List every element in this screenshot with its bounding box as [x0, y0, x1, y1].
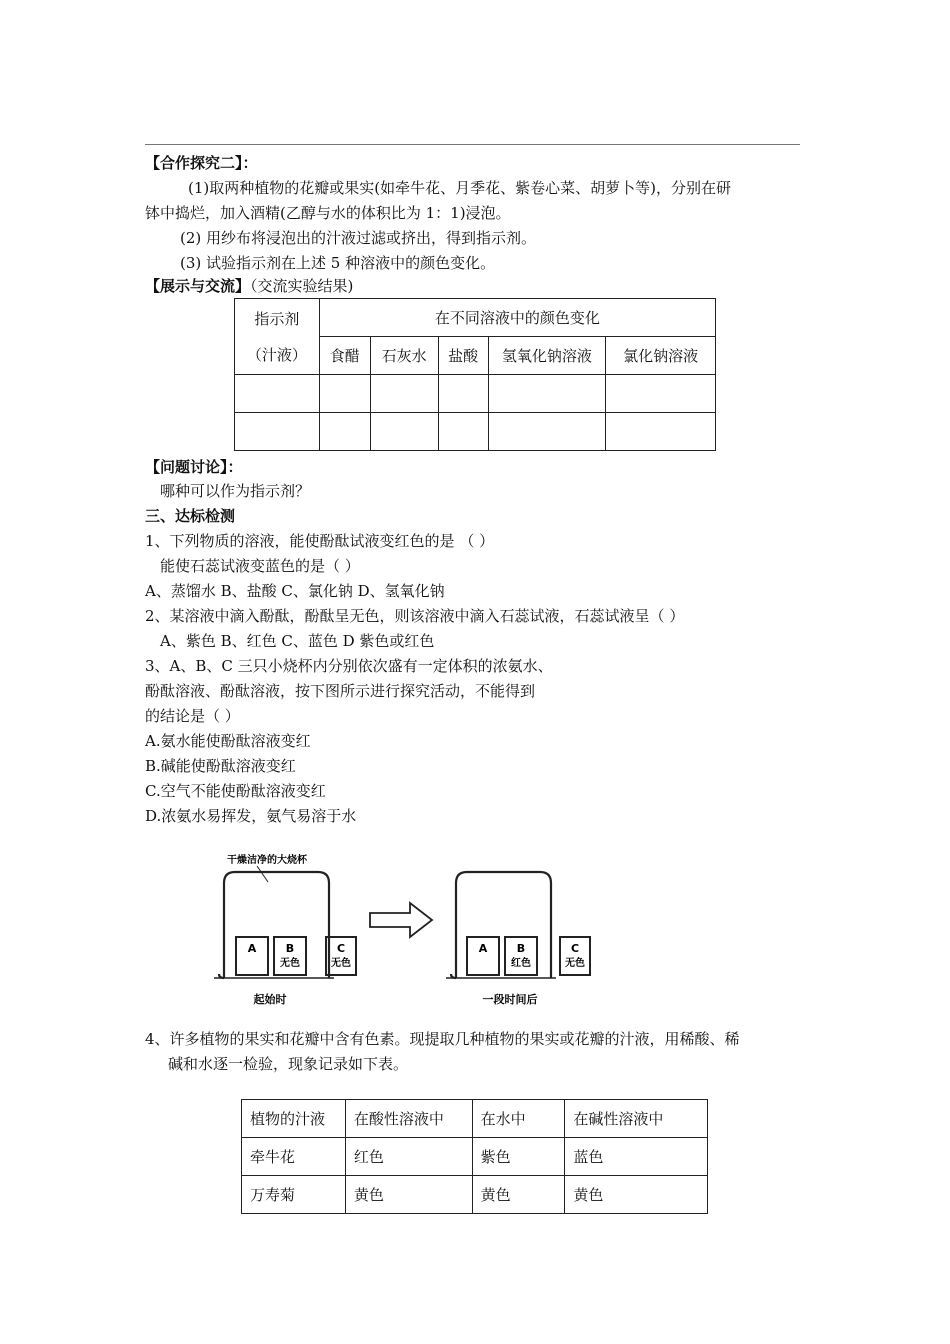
q1-line2: 能使石蕊试液变蓝色的是（ ）: [160, 557, 360, 575]
plant-juice-table: [241, 1099, 708, 1214]
show-note: （交流实验结果): [250, 277, 354, 295]
answer-cell[interactable]: [606, 413, 716, 451]
beaker-a-after-label: A: [478, 942, 488, 955]
beaker-a-start-label: A: [247, 942, 257, 955]
big-beaker-label: 干燥洁净的大烧杯: [227, 855, 307, 866]
q4-line1: 4、许多植物的果实和花瓣中含有色素。现提取几种植物的果实或花瓣的汁液，用稀酸、稀: [145, 1030, 740, 1048]
discuss-question: 哪种可以作为指示剂？: [160, 482, 311, 500]
cell-plant: 牵牛花: [242, 1138, 346, 1176]
table-row: [242, 1138, 708, 1176]
answer-cell[interactable]: [606, 375, 716, 413]
subheader-limewater: 石灰水: [370, 337, 438, 375]
table-row: [242, 1176, 708, 1214]
q3-line1: 3、A、B、C 三只小烧杯内分别依次盛有一定体积的浓氨水、: [145, 657, 553, 675]
beaker-c-start-color: 无色: [331, 958, 351, 969]
answer-cell[interactable]: [370, 413, 438, 451]
beaker-b-start-label: B: [285, 942, 295, 955]
cell-basic: 蓝色: [565, 1138, 708, 1176]
q1-line1: 1、下列物质的溶液，能使酚酞试液变红色的是 （ ）: [145, 532, 495, 550]
q4-line2: 碱和水逐一检验，现象记录如下表。: [168, 1055, 409, 1073]
answer-cell[interactable]: [438, 413, 488, 451]
answer-cell[interactable]: [488, 375, 606, 413]
coop-step3: (3) 试验指示剂在上述 5 种溶液中的颜色变化。: [180, 254, 496, 272]
caption-after: 一段时间后: [482, 993, 538, 1006]
indicator-header-line2: （汁液）: [246, 345, 307, 364]
answer-cell[interactable]: [488, 413, 606, 451]
q3-option-b: B.碱能使酚酞溶液变红: [145, 757, 296, 775]
subheader-hcl: 盐酸: [438, 337, 488, 375]
header-acidic: 在酸性溶液中: [345, 1100, 472, 1138]
cell-acidic: 黄色: [345, 1176, 472, 1214]
show-heading: 【展示与交流】: [145, 277, 251, 295]
subheader-naoh: 氢氧化钠溶液: [488, 337, 606, 375]
header-rule: [145, 144, 800, 145]
q3-option-c: C.空气不能使酚酞溶液变红: [145, 782, 326, 800]
q2-line1: 2、某溶液中滴入酚酞，酚酞呈无色，则该溶液中滴入石蕊试液，石蕊试液呈（ ）: [145, 607, 685, 625]
right-arrow-icon: [370, 903, 432, 937]
coop-heading: 【合作探究二】：: [145, 154, 258, 172]
answer-cell[interactable]: [235, 413, 320, 451]
q3-option-d: D.浓氨水易挥发，氨气易溶于水: [145, 807, 357, 825]
table-row: [235, 413, 716, 451]
q3-option-a: A.氨水能使酚酞溶液变红: [145, 732, 311, 750]
indicator-header-line1: 指示剂: [254, 309, 300, 328]
q2-options: A、紫色 B、红色 C、蓝色 D 紫色或红色: [160, 632, 435, 650]
beaker-c-start-label: C: [336, 942, 346, 955]
discuss-heading: 【问题讨论】：: [145, 458, 243, 476]
test-heading: 三、达标检测: [145, 507, 236, 525]
table-row: [235, 375, 716, 413]
cell-water: 黄色: [472, 1176, 565, 1214]
beaker-b-after-color: 红色: [511, 958, 531, 969]
indicator-result-table: [234, 298, 716, 451]
answer-cell[interactable]: [370, 375, 438, 413]
beaker-c-after-color: 无色: [565, 958, 585, 969]
big-beaker-start: [224, 872, 329, 978]
answer-cell[interactable]: [235, 375, 320, 413]
header-water: 在水中: [472, 1100, 565, 1138]
beaker-b-after-label: B: [516, 942, 526, 955]
coop-step1-line1: (1)取两种植物的花瓣或果实(如牵牛花、月季花、紫卷心菜、胡萝卜等)，分别在研: [188, 179, 731, 197]
cell-plant: 万寿菊: [242, 1176, 346, 1214]
answer-cell[interactable]: [438, 375, 488, 413]
q1-options: A、蒸馏水 B、盐酸 C、氯化钠 D、氢氧化钠: [145, 582, 445, 600]
indicator-header-cell: [235, 299, 320, 375]
coop-step1-line2: 钵中捣烂，加入酒精(乙醇与水的体积比为 1：1)浸泡。: [145, 204, 511, 222]
beaker-experiment-figure: [210, 848, 610, 1018]
header-basic: 在碱性溶液中: [565, 1100, 708, 1138]
coop-step2: (2) 用纱布将浸泡出的汁液过滤或挤出，得到指示剂。: [180, 229, 537, 247]
header-plant-juice: 植物的汁液: [242, 1100, 346, 1138]
show-heading-line: [145, 275, 353, 297]
cell-water: 紫色: [472, 1138, 565, 1176]
q3-line2: 酚酞溶液、酚酞溶液，按下图所示进行探究活动，不能得到: [145, 682, 536, 700]
answer-cell[interactable]: [319, 375, 370, 413]
subheader-nacl: 氯化钠溶液: [606, 337, 716, 375]
beaker-b-start-color: 无色: [280, 958, 300, 969]
answer-cell[interactable]: [319, 413, 370, 451]
subheader-vinegar: 食醋: [319, 337, 370, 375]
label-pointer: [257, 866, 268, 882]
cell-basic: 黄色: [565, 1176, 708, 1214]
q3-line3: 的结论是（ ）: [145, 707, 240, 725]
color-change-group-header: 在不同溶液中的颜色变化: [319, 299, 715, 337]
caption-start: 起始时: [253, 993, 287, 1006]
cell-acidic: 红色: [345, 1138, 472, 1176]
beaker-c-after-label: C: [570, 942, 580, 955]
